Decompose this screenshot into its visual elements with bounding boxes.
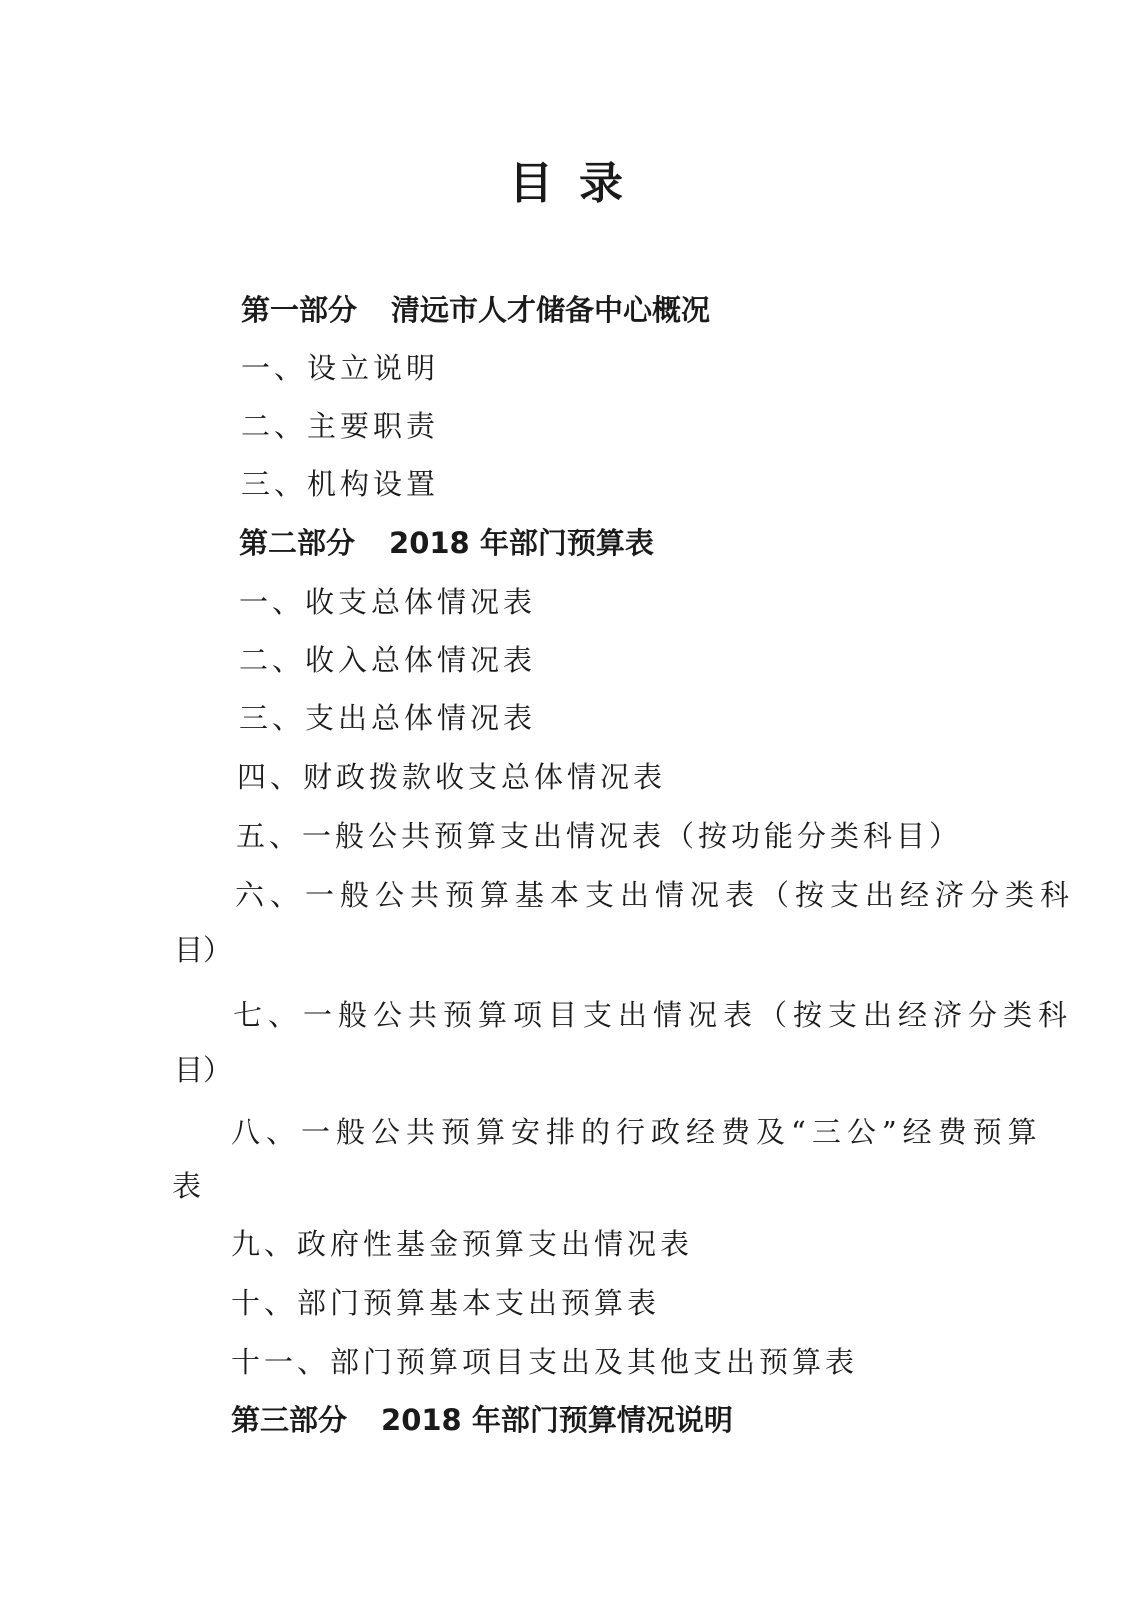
toc-item: 三、机构设置 (241, 467, 440, 501)
toc-item: 三、支出总体情况表 (239, 701, 537, 735)
toc-item: 五、一般公共预算支出情况表（按功能分类科目） (236, 819, 963, 853)
toc-item: 七、一般公共预算项目支出情况表（按支出经济分类科 (233, 998, 1074, 1032)
toc-item-continuation: 表 (172, 1169, 202, 1203)
toc-item: 十、部门预算基本支出预算表 (231, 1286, 661, 1320)
toc-item: 一、设立说明 (241, 351, 440, 385)
part-label: 第二部分 (239, 526, 356, 560)
toc-item: 十一、部门预算项目支出及其他支出预算表 (231, 1345, 859, 1379)
part-label: 第三部分 (231, 1403, 348, 1437)
toc-item: 八、一般公共预算安排的行政经费及“三公”经费预算 (231, 1115, 1043, 1149)
part-title: 清远市人才储备中心概况 (391, 293, 711, 327)
toc-item: 六、一般公共预算基本支出情况表（按支出经济分类科 (235, 878, 1076, 912)
toc-item-continuation: 目） (174, 933, 233, 967)
page-title: 目录 (509, 158, 649, 209)
toc-item: 四、财政拨款收支总体情况表 (237, 760, 667, 794)
toc-item: 九、政府性基金预算支出情况表 (231, 1227, 694, 1261)
toc-item: 二、主要职责 (241, 409, 440, 443)
part-label: 第一部分 (241, 293, 358, 327)
toc-heading-part3 (231, 1400, 733, 1440)
part-title: 2018 年部门预算情况说明 (381, 1403, 733, 1437)
toc-heading-part1 (241, 290, 710, 330)
part-title: 2018 年部门预算表 (389, 526, 654, 560)
toc-heading-part2 (239, 523, 654, 563)
toc-item: 二、收入总体情况表 (239, 643, 537, 677)
toc-item: 一、收支总体情况表 (239, 585, 537, 619)
toc-item-continuation: 目） (174, 1053, 233, 1087)
